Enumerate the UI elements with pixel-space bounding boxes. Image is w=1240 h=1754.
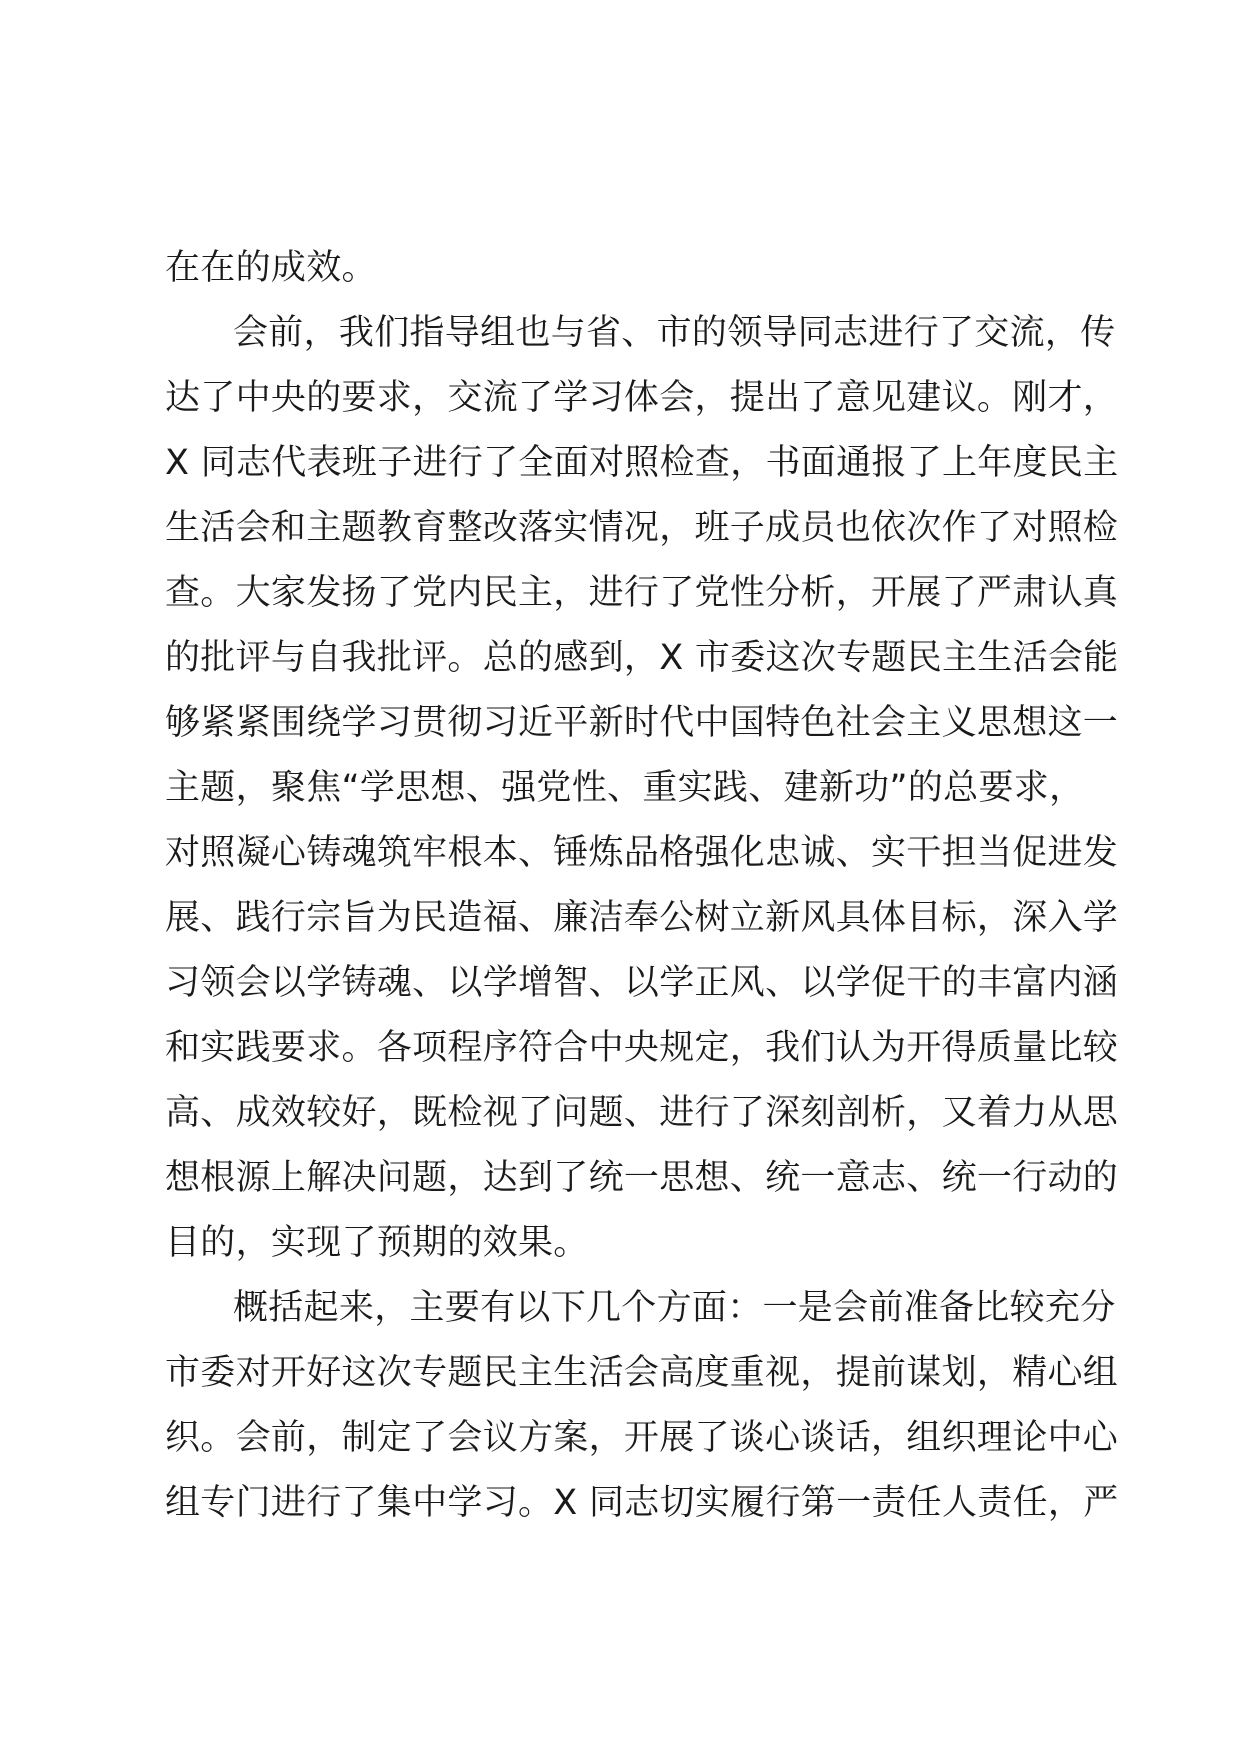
text-line: 高、成效较好，既检视了问题、进行了深刻剖析，又着力从思 bbox=[165, 1093, 1119, 1133]
text-line: 主题，聚焦“学思想、强党性、重实践、建新功”的总要求， bbox=[165, 768, 1085, 808]
text-line: 和实践要求。各项程序符合中央规定，我们认为开得质量比较 bbox=[165, 1028, 1119, 1068]
text-line: 在在的成效。 bbox=[165, 248, 377, 288]
text-line: 对照凝心铸魂筑牢根本、锤炼品格强化忠诚、实干担当促进发 bbox=[165, 833, 1119, 873]
paragraph-start-line: 会前，我们指导组也与省、市的领导同志进行了交流，传 bbox=[233, 313, 1116, 353]
text-line: 组专门进行了集中学习。X 同志切实履行第一责任人责任，严 bbox=[165, 1483, 1119, 1523]
text-line: 够紧紧围绕学习贯彻习近平新时代中国特色社会主义思想这一 bbox=[165, 703, 1119, 743]
text-line: 的批评与自我批评。总的感到，X 市委这次专题民主生活会能 bbox=[165, 638, 1119, 678]
text-line: 习领会以学铸魂、以学增智、以学正风、以学促干的丰富内涵 bbox=[165, 963, 1119, 1003]
text-line: 达了中央的要求，交流了学习体会，提出了意见建议。刚才， bbox=[165, 378, 1119, 418]
text-line: 目的，实现了预期的效果。 bbox=[165, 1223, 589, 1263]
text-line: 织。会前，制定了会议方案，开展了谈心谈话，组织理论中心 bbox=[165, 1418, 1119, 1458]
text-line: 想根源上解决问题，达到了统一思想、统一意志、统一行动的 bbox=[165, 1158, 1119, 1198]
text-line: 展、践行宗旨为民造福、廉洁奉公树立新风具体目标，深入学 bbox=[165, 898, 1119, 938]
paragraph-start-line: 概括起来，主要有以下几个方面：一是会前准备比较充分 bbox=[233, 1288, 1116, 1328]
text-line: 生活会和主题教育整改落实情况，班子成员也依次作了对照检 bbox=[165, 508, 1119, 548]
text-line: 市委对开好这次专题民主生活会高度重视，提前谋划，精心组 bbox=[165, 1353, 1119, 1393]
text-line: 查。大家发扬了党内民主，进行了党性分析，开展了严肃认真 bbox=[165, 573, 1119, 613]
document-body bbox=[165, 236, 1119, 1536]
text-line: X 同志代表班子进行了全面对照检查，书面通报了上年度民主 bbox=[165, 443, 1119, 483]
